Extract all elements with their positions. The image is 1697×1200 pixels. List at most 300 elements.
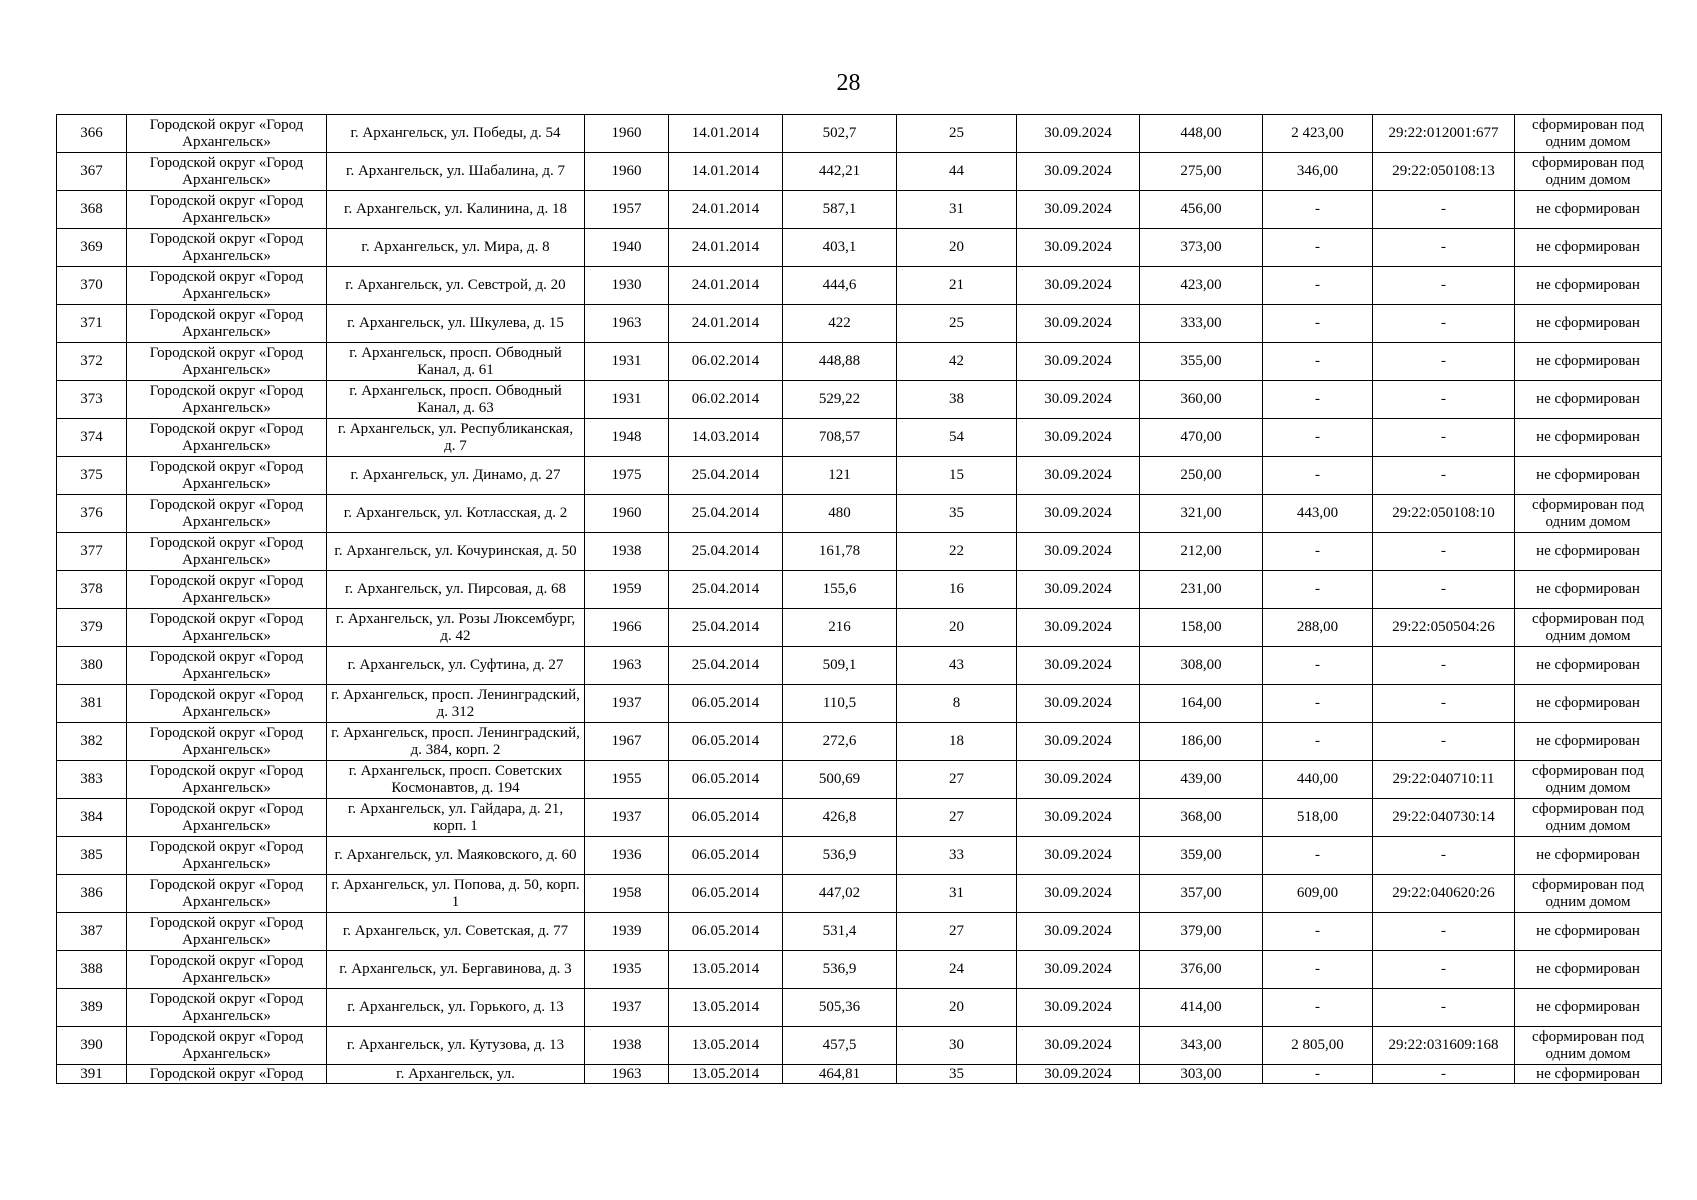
year-built-cell: 1958 bbox=[585, 875, 669, 913]
area-cell: 422 bbox=[783, 305, 897, 343]
resettlement-deadline-cell: 30.09.2024 bbox=[1017, 837, 1140, 875]
land-status-cell: не сформирован bbox=[1515, 951, 1662, 989]
table-row bbox=[57, 191, 1662, 229]
cadastral-number-cell: - bbox=[1373, 571, 1515, 609]
row-number: 367 bbox=[57, 153, 127, 191]
year-built-cell: 1963 bbox=[585, 305, 669, 343]
recognition-date-cell: 06.02.2014 bbox=[669, 381, 783, 419]
area-cell: 110,5 bbox=[783, 685, 897, 723]
address-cell: г. Архангельск, ул. bbox=[327, 1065, 585, 1084]
cadastral-number-cell: - bbox=[1373, 913, 1515, 951]
cost-cell: 321,00 bbox=[1140, 495, 1263, 533]
area-cell: 536,9 bbox=[783, 837, 897, 875]
address-cell: г. Архангельск, ул. Советская, д. 77 bbox=[327, 913, 585, 951]
land-area-cell: - bbox=[1263, 723, 1373, 761]
land-area-cell: - bbox=[1263, 913, 1373, 951]
year-built-cell: 1975 bbox=[585, 457, 669, 495]
year-built-cell: 1959 bbox=[585, 571, 669, 609]
residents-cell: 15 bbox=[897, 457, 1017, 495]
cost-cell: 448,00 bbox=[1140, 115, 1263, 153]
residents-cell: 20 bbox=[897, 229, 1017, 267]
resettlement-deadline-cell: 30.09.2024 bbox=[1017, 571, 1140, 609]
year-built-cell: 1957 bbox=[585, 191, 669, 229]
year-built-cell: 1931 bbox=[585, 343, 669, 381]
row-number: 368 bbox=[57, 191, 127, 229]
table-body bbox=[57, 115, 1662, 1084]
cost-cell: 308,00 bbox=[1140, 647, 1263, 685]
year-built-cell: 1940 bbox=[585, 229, 669, 267]
land-area-cell: - bbox=[1263, 229, 1373, 267]
table-row bbox=[57, 609, 1662, 647]
municipality-cell: Городской округ «Город Архангельск» bbox=[127, 685, 327, 723]
land-area-cell: - bbox=[1263, 951, 1373, 989]
municipality-cell: Городской округ «Город Архангельск» bbox=[127, 153, 327, 191]
address-cell: г. Архангельск, просп. Ленинградский, д. 312 bbox=[327, 685, 585, 723]
table-row bbox=[57, 989, 1662, 1027]
table-row bbox=[57, 267, 1662, 305]
table-row bbox=[57, 951, 1662, 989]
recognition-date-cell: 06.02.2014 bbox=[669, 343, 783, 381]
area-cell: 155,6 bbox=[783, 571, 897, 609]
municipality-cell: Городской округ «Город Архангельск» bbox=[127, 457, 327, 495]
land-status-cell: не сформирован bbox=[1515, 1065, 1662, 1084]
land-area-cell: - bbox=[1263, 647, 1373, 685]
year-built-cell: 1960 bbox=[585, 115, 669, 153]
row-number: 376 bbox=[57, 495, 127, 533]
cadastral-number-cell: 29:22:012001:677 bbox=[1373, 115, 1515, 153]
table-row bbox=[57, 153, 1662, 191]
cadastral-number-cell: - bbox=[1373, 989, 1515, 1027]
land-area-cell: - bbox=[1263, 571, 1373, 609]
recognition-date-cell: 14.03.2014 bbox=[669, 419, 783, 457]
resettlement-deadline-cell: 30.09.2024 bbox=[1017, 609, 1140, 647]
year-built-cell: 1963 bbox=[585, 1065, 669, 1084]
year-built-cell: 1967 bbox=[585, 723, 669, 761]
resettlement-deadline-cell: 30.09.2024 bbox=[1017, 875, 1140, 913]
recognition-date-cell: 13.05.2014 bbox=[669, 1065, 783, 1084]
row-number: 366 bbox=[57, 115, 127, 153]
table-row bbox=[57, 761, 1662, 799]
residents-cell: 38 bbox=[897, 381, 1017, 419]
row-number: 377 bbox=[57, 533, 127, 571]
cadastral-number-cell: - bbox=[1373, 647, 1515, 685]
table-row bbox=[57, 799, 1662, 837]
year-built-cell: 1936 bbox=[585, 837, 669, 875]
recognition-date-cell: 06.05.2014 bbox=[669, 761, 783, 799]
cadastral-number-cell: 29:22:050108:10 bbox=[1373, 495, 1515, 533]
address-cell: г. Архангельск, ул. Калинина, д. 18 bbox=[327, 191, 585, 229]
recognition-date-cell: 13.05.2014 bbox=[669, 951, 783, 989]
area-cell: 444,6 bbox=[783, 267, 897, 305]
address-cell: г. Архангельск, ул. Горького, д. 13 bbox=[327, 989, 585, 1027]
residents-cell: 54 bbox=[897, 419, 1017, 457]
table-row bbox=[57, 343, 1662, 381]
municipality-cell: Городской округ «Город Архангельск» bbox=[127, 723, 327, 761]
row-number: 375 bbox=[57, 457, 127, 495]
row-number: 369 bbox=[57, 229, 127, 267]
land-area-cell: 346,00 bbox=[1263, 153, 1373, 191]
table-row bbox=[57, 305, 1662, 343]
resettlement-deadline-cell: 30.09.2024 bbox=[1017, 989, 1140, 1027]
row-number: 370 bbox=[57, 267, 127, 305]
recognition-date-cell: 25.04.2014 bbox=[669, 495, 783, 533]
cost-cell: 333,00 bbox=[1140, 305, 1263, 343]
cost-cell: 376,00 bbox=[1140, 951, 1263, 989]
address-cell: г. Архангельск, ул. Маяковского, д. 60 bbox=[327, 837, 585, 875]
land-area-cell: 288,00 bbox=[1263, 609, 1373, 647]
table-row bbox=[57, 115, 1662, 153]
table-row bbox=[57, 229, 1662, 267]
residents-cell: 42 bbox=[897, 343, 1017, 381]
municipality-cell: Городской округ «Город Архангельск» bbox=[127, 343, 327, 381]
municipality-cell: Городской округ «Город Архангельск» bbox=[127, 647, 327, 685]
cost-cell: 158,00 bbox=[1140, 609, 1263, 647]
recognition-date-cell: 06.05.2014 bbox=[669, 913, 783, 951]
resettlement-deadline-cell: 30.09.2024 bbox=[1017, 191, 1140, 229]
municipality-cell: Городской округ «Город Архангельск» bbox=[127, 913, 327, 951]
land-status-cell: не сформирован bbox=[1515, 723, 1662, 761]
address-cell: г. Архангельск, просп. Советских Космонавтов, д. 194 bbox=[327, 761, 585, 799]
table-row bbox=[57, 1027, 1662, 1065]
row-number: 390 bbox=[57, 1027, 127, 1065]
recognition-date-cell: 25.04.2014 bbox=[669, 571, 783, 609]
recognition-date-cell: 24.01.2014 bbox=[669, 191, 783, 229]
resettlement-deadline-cell: 30.09.2024 bbox=[1017, 495, 1140, 533]
cadastral-number-cell: - bbox=[1373, 837, 1515, 875]
area-cell: 505,36 bbox=[783, 989, 897, 1027]
land-status-cell: сформирован под одним домом bbox=[1515, 495, 1662, 533]
cadastral-number-cell: 29:22:050504:26 bbox=[1373, 609, 1515, 647]
year-built-cell: 1939 bbox=[585, 913, 669, 951]
registry-table bbox=[56, 114, 1662, 1084]
address-cell: г. Архангельск, ул. Бергавинова, д. 3 bbox=[327, 951, 585, 989]
municipality-cell: Городской округ «Город Архангельск» bbox=[127, 495, 327, 533]
year-built-cell: 1966 bbox=[585, 609, 669, 647]
cadastral-number-cell: - bbox=[1373, 343, 1515, 381]
address-cell: г. Архангельск, ул. Республиканская, д. 7 bbox=[327, 419, 585, 457]
recognition-date-cell: 06.05.2014 bbox=[669, 723, 783, 761]
land-status-cell: не сформирован bbox=[1515, 381, 1662, 419]
area-cell: 536,9 bbox=[783, 951, 897, 989]
address-cell: г. Архангельск, просп. Ленинградский, д. 384, корп. 2 bbox=[327, 723, 585, 761]
residents-cell: 18 bbox=[897, 723, 1017, 761]
table-row bbox=[57, 571, 1662, 609]
recognition-date-cell: 06.05.2014 bbox=[669, 875, 783, 913]
area-cell: 500,69 bbox=[783, 761, 897, 799]
row-number: 373 bbox=[57, 381, 127, 419]
land-area-cell: - bbox=[1263, 1065, 1373, 1084]
area-cell: 403,1 bbox=[783, 229, 897, 267]
area-cell: 480 bbox=[783, 495, 897, 533]
year-built-cell: 1963 bbox=[585, 647, 669, 685]
land-status-cell: сформирован под одним домом bbox=[1515, 609, 1662, 647]
municipality-cell: Городской округ «Город Архангельск» bbox=[127, 267, 327, 305]
land-status-cell: сформирован под одним домом bbox=[1515, 761, 1662, 799]
row-number: 388 bbox=[57, 951, 127, 989]
address-cell: г. Архангельск, ул. Розы Люксембург, д. 42 bbox=[327, 609, 585, 647]
year-built-cell: 1938 bbox=[585, 533, 669, 571]
municipality-cell: Городской округ «Город Архангельск» bbox=[127, 533, 327, 571]
address-cell: г. Архангельск, ул. Кутузова, д. 13 bbox=[327, 1027, 585, 1065]
cost-cell: 439,00 bbox=[1140, 761, 1263, 799]
residents-cell: 21 bbox=[897, 267, 1017, 305]
address-cell: г. Архангельск, ул. Попова, д. 50, корп. 1 bbox=[327, 875, 585, 913]
land-area-cell: 2 423,00 bbox=[1263, 115, 1373, 153]
land-area-cell: 518,00 bbox=[1263, 799, 1373, 837]
table-row bbox=[57, 533, 1662, 571]
cadastral-number-cell: 29:22:040710:11 bbox=[1373, 761, 1515, 799]
row-number: 389 bbox=[57, 989, 127, 1027]
recognition-date-cell: 24.01.2014 bbox=[669, 229, 783, 267]
address-cell: г. Архангельск, ул. Котласская, д. 2 bbox=[327, 495, 585, 533]
resettlement-deadline-cell: 30.09.2024 bbox=[1017, 685, 1140, 723]
cadastral-number-cell: 29:22:050108:13 bbox=[1373, 153, 1515, 191]
land-status-cell: сформирован под одним домом bbox=[1515, 153, 1662, 191]
cost-cell: 303,00 bbox=[1140, 1065, 1263, 1084]
table-row bbox=[57, 457, 1662, 495]
cadastral-number-cell: - bbox=[1373, 229, 1515, 267]
address-cell: г. Архангельск, ул. Кочуринская, д. 50 bbox=[327, 533, 585, 571]
recognition-date-cell: 24.01.2014 bbox=[669, 305, 783, 343]
residents-cell: 24 bbox=[897, 951, 1017, 989]
table-row bbox=[57, 647, 1662, 685]
land-status-cell: не сформирован bbox=[1515, 343, 1662, 381]
recognition-date-cell: 14.01.2014 bbox=[669, 115, 783, 153]
address-cell: г. Архангельск, ул. Суфтина, д. 27 bbox=[327, 647, 585, 685]
cadastral-number-cell: - bbox=[1373, 951, 1515, 989]
recognition-date-cell: 06.05.2014 bbox=[669, 837, 783, 875]
area-cell: 161,78 bbox=[783, 533, 897, 571]
area-cell: 464,81 bbox=[783, 1065, 897, 1084]
residents-cell: 22 bbox=[897, 533, 1017, 571]
land-area-cell: - bbox=[1263, 305, 1373, 343]
resettlement-deadline-cell: 30.09.2024 bbox=[1017, 457, 1140, 495]
cost-cell: 423,00 bbox=[1140, 267, 1263, 305]
land-area-cell: - bbox=[1263, 837, 1373, 875]
cost-cell: 186,00 bbox=[1140, 723, 1263, 761]
land-area-cell: - bbox=[1263, 419, 1373, 457]
year-built-cell: 1930 bbox=[585, 267, 669, 305]
row-number: 385 bbox=[57, 837, 127, 875]
area-cell: 531,4 bbox=[783, 913, 897, 951]
recognition-date-cell: 06.05.2014 bbox=[669, 685, 783, 723]
address-cell: г. Архангельск, ул. Пирсовая, д. 68 bbox=[327, 571, 585, 609]
area-cell: 529,22 bbox=[783, 381, 897, 419]
municipality-cell: Городской округ «Город Архангельск» bbox=[127, 115, 327, 153]
address-cell: г. Архангельск, ул. Шкулева, д. 15 bbox=[327, 305, 585, 343]
land-status-cell: не сформирован bbox=[1515, 419, 1662, 457]
resettlement-deadline-cell: 30.09.2024 bbox=[1017, 305, 1140, 343]
cadastral-number-cell: 29:22:040620:26 bbox=[1373, 875, 1515, 913]
land-status-cell: не сформирован bbox=[1515, 913, 1662, 951]
cost-cell: 343,00 bbox=[1140, 1027, 1263, 1065]
row-number: 387 bbox=[57, 913, 127, 951]
land-status-cell: не сформирован bbox=[1515, 533, 1662, 571]
area-cell: 121 bbox=[783, 457, 897, 495]
cadastral-number-cell: - bbox=[1373, 381, 1515, 419]
area-cell: 448,88 bbox=[783, 343, 897, 381]
resettlement-deadline-cell: 30.09.2024 bbox=[1017, 533, 1140, 571]
resettlement-deadline-cell: 30.09.2024 bbox=[1017, 153, 1140, 191]
land-status-cell: не сформирован bbox=[1515, 191, 1662, 229]
residents-cell: 35 bbox=[897, 1065, 1017, 1084]
residents-cell: 27 bbox=[897, 913, 1017, 951]
year-built-cell: 1960 bbox=[585, 495, 669, 533]
area-cell: 426,8 bbox=[783, 799, 897, 837]
resettlement-deadline-cell: 30.09.2024 bbox=[1017, 799, 1140, 837]
cost-cell: 470,00 bbox=[1140, 419, 1263, 457]
cadastral-number-cell: - bbox=[1373, 1065, 1515, 1084]
residents-cell: 31 bbox=[897, 191, 1017, 229]
page-number: 28 bbox=[836, 70, 861, 96]
residents-cell: 8 bbox=[897, 685, 1017, 723]
row-number: 378 bbox=[57, 571, 127, 609]
area-cell: 272,6 bbox=[783, 723, 897, 761]
residents-cell: 35 bbox=[897, 495, 1017, 533]
residents-cell: 31 bbox=[897, 875, 1017, 913]
land-area-cell: 609,00 bbox=[1263, 875, 1373, 913]
land-status-cell: сформирован под одним домом bbox=[1515, 1027, 1662, 1065]
residents-cell: 44 bbox=[897, 153, 1017, 191]
cadastral-number-cell: 29:22:031609:168 bbox=[1373, 1027, 1515, 1065]
resettlement-deadline-cell: 30.09.2024 bbox=[1017, 1065, 1140, 1084]
row-number: 372 bbox=[57, 343, 127, 381]
land-status-cell: не сформирован bbox=[1515, 571, 1662, 609]
land-area-cell: - bbox=[1263, 267, 1373, 305]
year-built-cell: 1931 bbox=[585, 381, 669, 419]
recognition-date-cell: 25.04.2014 bbox=[669, 533, 783, 571]
municipality-cell: Городской округ «Город Архангельск» bbox=[127, 875, 327, 913]
land-status-cell: не сформирован bbox=[1515, 989, 1662, 1027]
row-number: 386 bbox=[57, 875, 127, 913]
resettlement-deadline-cell: 30.09.2024 bbox=[1017, 267, 1140, 305]
recognition-date-cell: 13.05.2014 bbox=[669, 989, 783, 1027]
municipality-cell: Городской округ «Город Архангельск» bbox=[127, 191, 327, 229]
row-number: 381 bbox=[57, 685, 127, 723]
land-status-cell: сформирован под одним домом bbox=[1515, 115, 1662, 153]
land-status-cell: не сформирован bbox=[1515, 267, 1662, 305]
cost-cell: 379,00 bbox=[1140, 913, 1263, 951]
cadastral-number-cell: - bbox=[1373, 267, 1515, 305]
recognition-date-cell: 13.05.2014 bbox=[669, 1027, 783, 1065]
municipality-cell: Городской округ «Город Архангельск» bbox=[127, 419, 327, 457]
municipality-cell: Городской округ «Город Архангельск» bbox=[127, 1027, 327, 1065]
cost-cell: 212,00 bbox=[1140, 533, 1263, 571]
cadastral-number-cell: - bbox=[1373, 723, 1515, 761]
year-built-cell: 1937 bbox=[585, 685, 669, 723]
land-status-cell: не сформирован bbox=[1515, 457, 1662, 495]
recognition-date-cell: 24.01.2014 bbox=[669, 267, 783, 305]
municipality-cell: Городской округ «Город Архангельск» bbox=[127, 837, 327, 875]
row-number: 382 bbox=[57, 723, 127, 761]
area-cell: 447,02 bbox=[783, 875, 897, 913]
area-cell: 457,5 bbox=[783, 1027, 897, 1065]
table-row bbox=[57, 837, 1662, 875]
residents-cell: 27 bbox=[897, 799, 1017, 837]
resettlement-deadline-cell: 30.09.2024 bbox=[1017, 723, 1140, 761]
cost-cell: 275,00 bbox=[1140, 153, 1263, 191]
year-built-cell: 1937 bbox=[585, 799, 669, 837]
cadastral-number-cell: - bbox=[1373, 305, 1515, 343]
cost-cell: 357,00 bbox=[1140, 875, 1263, 913]
row-number: 391 bbox=[57, 1065, 127, 1084]
cost-cell: 359,00 bbox=[1140, 837, 1263, 875]
resettlement-deadline-cell: 30.09.2024 bbox=[1017, 951, 1140, 989]
recognition-date-cell: 14.01.2014 bbox=[669, 153, 783, 191]
residents-cell: 16 bbox=[897, 571, 1017, 609]
cost-cell: 355,00 bbox=[1140, 343, 1263, 381]
resettlement-deadline-cell: 30.09.2024 bbox=[1017, 1027, 1140, 1065]
municipality-cell: Городской округ «Город Архангельск» bbox=[127, 951, 327, 989]
cost-cell: 164,00 bbox=[1140, 685, 1263, 723]
recognition-date-cell: 25.04.2014 bbox=[669, 609, 783, 647]
municipality-cell: Городской округ «Город Архангельск» bbox=[127, 381, 327, 419]
recognition-date-cell: 25.04.2014 bbox=[669, 647, 783, 685]
municipality-cell: Городской округ «Город Архангельск» bbox=[127, 229, 327, 267]
area-cell: 708,57 bbox=[783, 419, 897, 457]
table-row bbox=[57, 685, 1662, 723]
resettlement-deadline-cell: 30.09.2024 bbox=[1017, 647, 1140, 685]
residents-cell: 30 bbox=[897, 1027, 1017, 1065]
land-status-cell: не сформирован bbox=[1515, 837, 1662, 875]
table-row bbox=[57, 419, 1662, 457]
table-row bbox=[57, 913, 1662, 951]
land-status-cell: не сформирован bbox=[1515, 229, 1662, 267]
table-row bbox=[57, 1065, 1662, 1084]
residents-cell: 20 bbox=[897, 609, 1017, 647]
land-status-cell: не сформирован bbox=[1515, 685, 1662, 723]
year-built-cell: 1960 bbox=[585, 153, 669, 191]
row-number: 384 bbox=[57, 799, 127, 837]
year-built-cell: 1937 bbox=[585, 989, 669, 1027]
cost-cell: 414,00 bbox=[1140, 989, 1263, 1027]
address-cell: г. Архангельск, ул. Севстрой, д. 20 bbox=[327, 267, 585, 305]
resettlement-deadline-cell: 30.09.2024 bbox=[1017, 419, 1140, 457]
address-cell: г. Архангельск, просп. Обводный Канал, д. 61 bbox=[327, 343, 585, 381]
resettlement-deadline-cell: 30.09.2024 bbox=[1017, 761, 1140, 799]
residents-cell: 25 bbox=[897, 305, 1017, 343]
cost-cell: 231,00 bbox=[1140, 571, 1263, 609]
address-cell: г. Архангельск, ул. Шабалина, д. 7 bbox=[327, 153, 585, 191]
year-built-cell: 1935 bbox=[585, 951, 669, 989]
resettlement-deadline-cell: 30.09.2024 bbox=[1017, 913, 1140, 951]
area-cell: 216 bbox=[783, 609, 897, 647]
address-cell: г. Архангельск, ул. Мира, д. 8 bbox=[327, 229, 585, 267]
cadastral-number-cell: - bbox=[1373, 191, 1515, 229]
land-area-cell: - bbox=[1263, 989, 1373, 1027]
resettlement-deadline-cell: 30.09.2024 bbox=[1017, 343, 1140, 381]
municipality-cell: Городской округ «Город Архангельск» bbox=[127, 305, 327, 343]
residents-cell: 43 bbox=[897, 647, 1017, 685]
cost-cell: 368,00 bbox=[1140, 799, 1263, 837]
land-status-cell: не сформирован bbox=[1515, 647, 1662, 685]
address-cell: г. Архангельск, ул. Гайдара, д. 21, корп. 1 bbox=[327, 799, 585, 837]
row-number: 380 bbox=[57, 647, 127, 685]
cadastral-number-cell: - bbox=[1373, 419, 1515, 457]
land-area-cell: 443,00 bbox=[1263, 495, 1373, 533]
year-built-cell: 1955 bbox=[585, 761, 669, 799]
land-area-cell: 2 805,00 bbox=[1263, 1027, 1373, 1065]
land-area-cell: - bbox=[1263, 457, 1373, 495]
residents-cell: 27 bbox=[897, 761, 1017, 799]
municipality-cell: Городской округ «Город Архангельск» bbox=[127, 799, 327, 837]
cost-cell: 456,00 bbox=[1140, 191, 1263, 229]
year-built-cell: 1938 bbox=[585, 1027, 669, 1065]
cost-cell: 250,00 bbox=[1140, 457, 1263, 495]
row-number: 379 bbox=[57, 609, 127, 647]
resettlement-deadline-cell: 30.09.2024 bbox=[1017, 115, 1140, 153]
municipality-cell: Городской округ «Город Архангельск» bbox=[127, 989, 327, 1027]
